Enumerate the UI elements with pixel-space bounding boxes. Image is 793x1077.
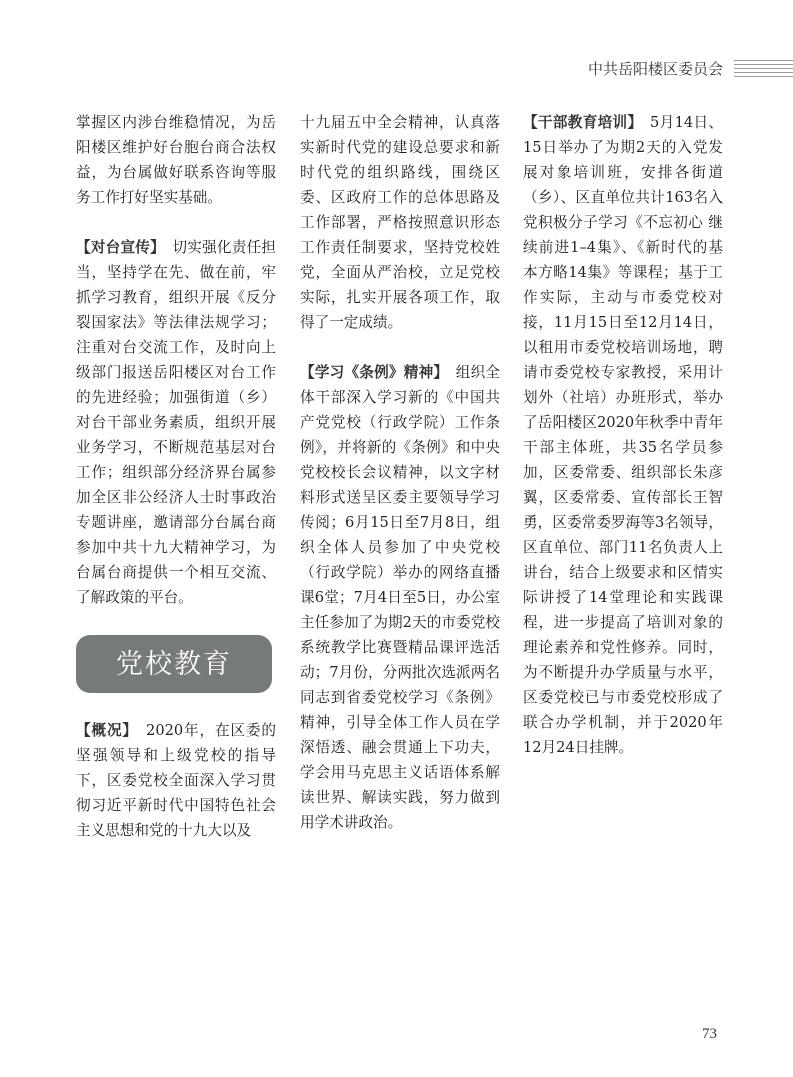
section-tag: 【干部教育培训】: [523, 114, 636, 131]
column-2: [300, 110, 500, 835]
section-tag: 【学习《条例》精神】: [300, 364, 441, 381]
paragraph-overview: [76, 718, 276, 843]
paragraph: 十九届五中全会精神，认真落实新时代党的建设总要求和新时代党的组织路线，围绕区委、区政府工作的总体思路及工作部署，严格按照意识形态工作责任制要求，坚持党校姓党，全面从严治校，立足党校实际，扎实开展各项工作，取得了一定成绩。: [300, 114, 500, 331]
page-number: 73: [702, 1026, 717, 1042]
column-1: [76, 110, 276, 843]
paragraph-text: 组织全体干部深入学习新的《中国共产党党校（行政学院）工作条例》，并将新的《条例》和中央党校校长会议精神，以文字材料形式送呈区委主要领导学习传阅；6月15日至7月8日，组织全体人员参加了中央党校（行政学院）举办的网络直播课6堂；7月4日至5日，办公室主任参加了为期2天的市委党校系统教学比赛暨精品课评选活动；7月份，分两批次选派两名同志到省委党校学习《条例》精神，引导全体工作人员在学深悟透、融会贯通上下功夫，学会用马克思主义话语体系解读世界、解读实践，努力做到用学术讲政治。: [300, 364, 500, 831]
paragraph: 掌握区内涉台维稳情况，为岳阳楼区维护好台胞台商合法权益，为台属做好联系咨询等服务工作打好坚实基础。: [76, 114, 276, 206]
paragraph-text: 5月14日、15日举办了为期2天的入党发展对象培训班，安排各街道（乡）、区直单位共计163名入党积极分子学习《不忘初心 继续前进1–4集》、《新时代的基本方略14集》等课程；基于工作实际，主动与市委党校对接，11月15日至12月14日，以租用市委党校培训场地，聘请市委党校专家教授，采用计划外（社培）办班形式，举办了岳阳楼区2020年秋季中青年干部主体班，共35名学员参加，区委常委、组织部长朱彦翼，区委常委、宣传部长王智勇，区委常委罗海等3名领导，区直单位、部门11名负责人上讲台，结合上级要求和区情实际讲授了14堂理论和实践课程，进一步提高了培训对象的理论素养和党性修养。同时，为不断提升办学质量与水平，区委党校已与市委党校形成了联合办学机制，并于2020年12月24日挂牌。: [523, 114, 723, 756]
section-heading-box: [76, 635, 272, 693]
header-title: 中共岳阳楼区委员会: [588, 60, 724, 78]
paragraph-regulation-study: [300, 360, 500, 835]
column-3: [523, 110, 723, 760]
paragraph-text: 2020年，在区委的坚强领导和上级党校的指导下，区委党校全面深入学习贯彻习近平新时代中国特色社会主义思想和党的十九大以及: [76, 722, 276, 839]
paragraph-text: 切实强化责任担当，坚持学在先、做在前，牢抓学习教育，组织开展《反分裂国家法》等法律法规学习；注重对台交流工作，及时向上级部门报送岳阳楼区对台工作的先进经验；加强街道（乡）对台干部业务素质，组织开展业务学习，不断规范基层对台工作；组织部分经济界台属参加全区非公经济人士时事政治专题讲座，邀请部分台属台商参加中共十九大精神学习，为台属台商提供一个相互交流、了解政策的平台。: [76, 239, 276, 606]
header-decoration-lines: [734, 60, 793, 78]
section-tag: 【概况】: [76, 722, 131, 739]
paragraph-taiwan-publicity: [76, 235, 276, 610]
section-heading: 党校教育: [116, 648, 232, 680]
section-tag: 【对台宣传】: [76, 239, 158, 256]
paragraph-cadre-training: [523, 110, 723, 760]
